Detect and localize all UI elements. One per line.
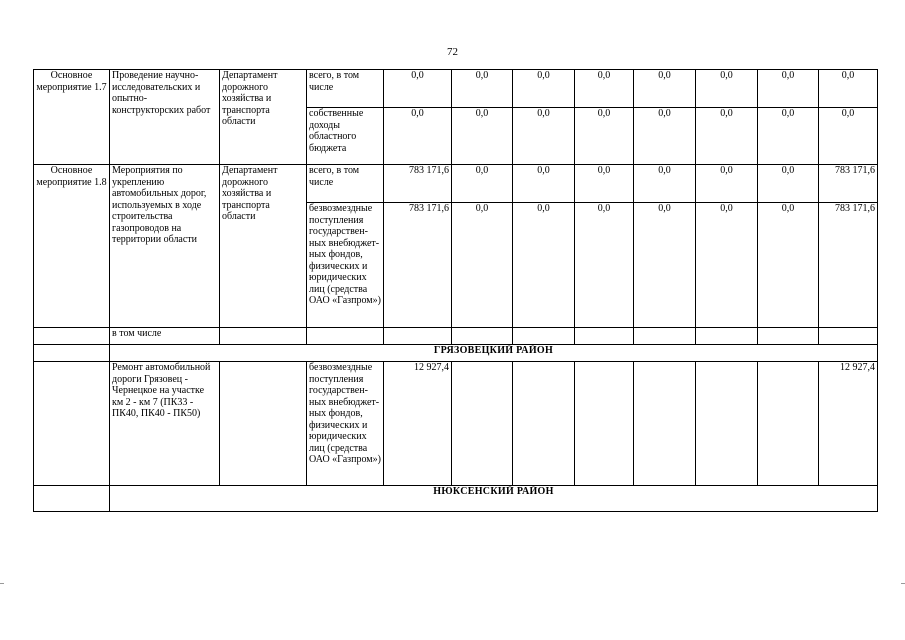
- district-heading: НЮКСЕНСКИЙ РАЙОН: [110, 486, 878, 512]
- value-cell: 0,0: [696, 108, 758, 165]
- value-cell: 12 927,4: [819, 362, 878, 486]
- value-cell: 783 171,6: [819, 165, 878, 203]
- value-cell: 0,0: [513, 165, 575, 203]
- funding-source: безвозмездные поступления государствен-ных внебюджет-ных фондов, физических и юридических лиц (средства ОАО «Газпром»): [307, 362, 384, 486]
- funding-source: всего, в том числе: [307, 165, 384, 203]
- budget-table: [33, 69, 878, 512]
- value-cell: 0,0: [384, 70, 452, 108]
- value-cell: 0,0: [452, 70, 513, 108]
- value-cell: 0,0: [758, 108, 819, 165]
- activity-name: Мероприятия по укреплению автомобильных дорог, используемых в ходе строительства газопроводов на территории области: [110, 165, 220, 328]
- value-cell: 0,0: [452, 165, 513, 203]
- table-row: [34, 328, 878, 345]
- table-row: [34, 486, 878, 512]
- executor: Департамент дорожного хозяйства и транспорта области: [220, 70, 307, 165]
- value-cell: 0,0: [513, 70, 575, 108]
- value-cell: 783 171,6: [819, 203, 878, 328]
- value-cell: 0,0: [758, 165, 819, 203]
- value-cell: 0,0: [819, 70, 878, 108]
- value-cell: 0,0: [634, 108, 696, 165]
- value-cell: 0,0: [513, 203, 575, 328]
- activity-code: Основное мероприятие 1.8: [34, 165, 110, 328]
- value-cell: 0,0: [575, 70, 634, 108]
- scan-edge-mark: [901, 583, 905, 584]
- value-cell: 0,0: [758, 70, 819, 108]
- value-cell: 0,0: [575, 165, 634, 203]
- value-cell: 0,0: [634, 165, 696, 203]
- value-cell: 783 171,6: [384, 203, 452, 328]
- table-row: [34, 70, 878, 108]
- district-heading: ГРЯЗОВЕЦКИЙ РАЙОН: [110, 345, 878, 362]
- table-row: [34, 345, 878, 362]
- value-cell: 0,0: [696, 203, 758, 328]
- activity-name: Проведение научно-исследовательских и опытно-конструкторских работ: [110, 70, 220, 165]
- table-row: [34, 362, 878, 486]
- activity-name: Ремонт автомобильной дороги Грязовец - Чернецкое на участке км 2 - км 7 (ПК33 - ПК40, ПК40 - ПК50): [110, 362, 220, 486]
- value-cell: 0,0: [634, 203, 696, 328]
- value-cell: 783 171,6: [384, 165, 452, 203]
- executor: Департамент дорожного хозяйства и транспорта области: [220, 165, 307, 328]
- page-number: 72: [447, 46, 458, 58]
- table-row: [34, 165, 878, 203]
- activity-code: Основное мероприятие 1.7: [34, 70, 110, 165]
- scan-edge-mark: [0, 583, 4, 584]
- funding-source: безвозмездные поступления государствен-ных внебюджет-ных фондов, физических и юридических лиц (средства ОАО «Газпром»): [307, 203, 384, 328]
- value-cell: 0,0: [452, 108, 513, 165]
- value-cell: 0,0: [696, 70, 758, 108]
- value-cell: 0,0: [819, 108, 878, 165]
- value-cell: 0,0: [758, 203, 819, 328]
- value-cell: 0,0: [575, 203, 634, 328]
- value-cell: 0,0: [513, 108, 575, 165]
- value-cell: 0,0: [696, 165, 758, 203]
- funding-source: всего, в том числе: [307, 70, 384, 108]
- funding-source: собственные доходы областного бюджета: [307, 108, 384, 165]
- value-cell: 0,0: [452, 203, 513, 328]
- value-cell: 0,0: [384, 108, 452, 165]
- value-cell: 12 927,4: [384, 362, 452, 486]
- including-label: в том числе: [110, 328, 220, 345]
- value-cell: 0,0: [575, 108, 634, 165]
- value-cell: 0,0: [634, 70, 696, 108]
